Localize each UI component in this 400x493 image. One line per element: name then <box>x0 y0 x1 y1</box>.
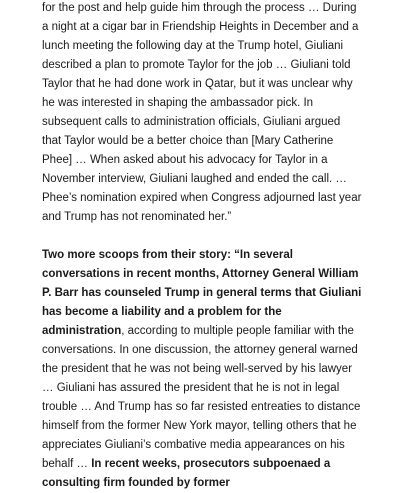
paragraph-lead: Two more scoops from their story: <box>42 249 235 261</box>
article-paragraph-2 <box>42 246 362 493</box>
quote-body: , according to multiple people familiar with the conversations. In one discussion, the attorney general warned the president that he was not being well-served by his lawyer … Giuliani has assured the president that he is not in legal trouble … And Trump has so far resisted entreaties to distance himself from the former New York mayor, telling others that he appreciates Giuliani’s combative media appearances on his behalf … <box>42 325 361 470</box>
bold-quote-subpoena: In recent weeks, prosecutors subpoenaed a consulting firm founded by former <box>42 458 331 489</box>
paragraph-spacer <box>42 227 362 246</box>
article-paragraph-1: for the post and help guide him through the process … During a night at a cigar bar in Friendship Heights in December and a lunch meeting the following day at the Trump hotel, Giuliani described a plan to promote Taylor for the job … Giuliani told Taylor that he had done work in Qatar, but it was unclear why he was interested in shaping the ambassador pick. In subsequent calls to administration officials, Giuliani argued that Taylor would be a better choice than [Mary Catherine Phee] … When asked about his advocacy for Taylor in a November interview, Giuliani laughed and ended the call. … Phee’s nomination expired when Congress adjourned last year and Trump has not renominated her.” <box>42 2 362 223</box>
bold-quote-barr: “In several conversations in recent months, Attorney General William P. Barr has counseled Trump in general terms that Giuliani has become a liability and a problem for the administration <box>42 249 362 337</box>
